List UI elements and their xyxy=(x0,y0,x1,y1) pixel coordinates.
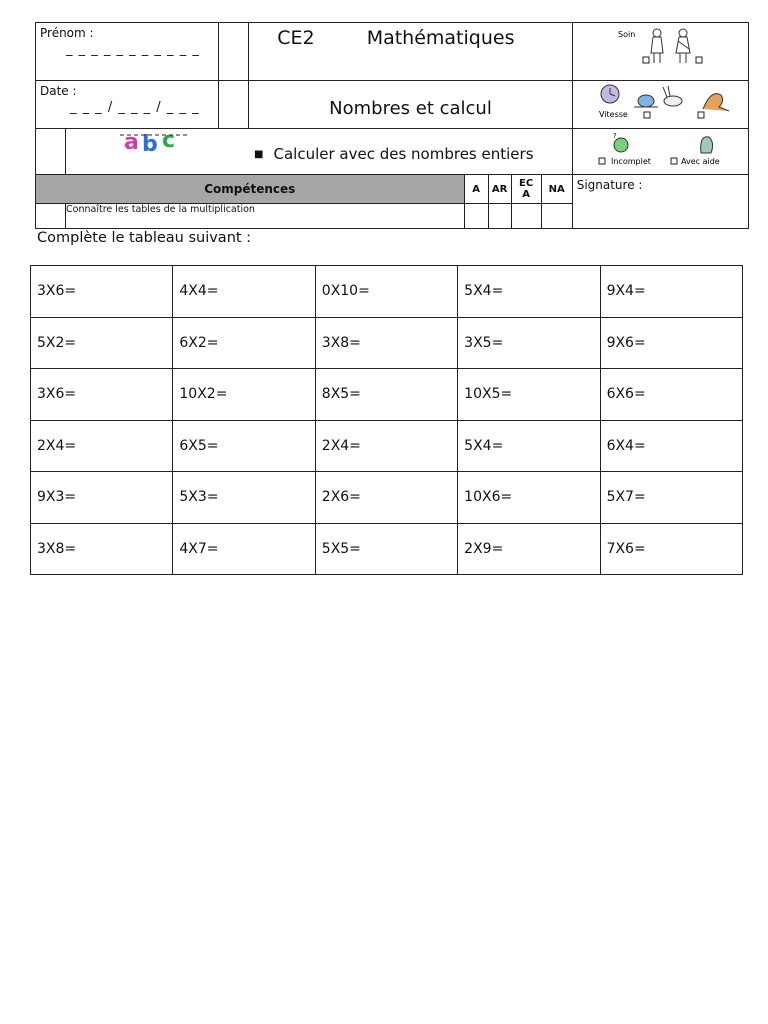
multiplication-cell[interactable]: 6X2= xyxy=(173,317,315,369)
competence-item: Connaître les tables de la multiplication xyxy=(66,204,465,229)
multiplication-cell[interactable]: 9X6= xyxy=(600,317,742,369)
svg-text:?: ? xyxy=(612,132,617,140)
multiplication-cell[interactable]: 9X4= xyxy=(600,266,742,318)
vitesse-cell xyxy=(572,81,748,129)
worksheet-header xyxy=(35,22,749,229)
svg-text:c: c xyxy=(162,128,176,153)
multiplication-cell[interactable]: 4X7= xyxy=(173,523,315,575)
grade-box-a[interactable] xyxy=(464,204,488,229)
multiplication-cell[interactable]: 2X6= xyxy=(315,472,457,524)
skill-cell xyxy=(66,129,573,175)
multiplication-rows xyxy=(31,266,743,575)
header-spacer xyxy=(219,23,249,81)
instruction: Complète le tableau suivant : xyxy=(37,230,252,246)
domain-cell xyxy=(249,81,572,129)
aide-illustration xyxy=(573,129,749,170)
prenom-field[interactable] xyxy=(36,23,219,81)
grade-box-na[interactable] xyxy=(541,204,572,229)
table-row xyxy=(31,420,743,472)
grade-a: A xyxy=(464,175,488,204)
abc-letters-icon xyxy=(118,125,194,159)
title-cell xyxy=(249,23,572,81)
table-row xyxy=(31,369,743,421)
soin-checkbox-2[interactable] xyxy=(696,57,702,63)
competence-spacer xyxy=(36,204,66,229)
multiplication-cell[interactable]: 2X9= xyxy=(458,523,600,575)
header-spacer xyxy=(219,81,249,129)
multiplication-cell[interactable]: 10X2= xyxy=(173,369,315,421)
multiplication-cell[interactable]: 7X6= xyxy=(600,523,742,575)
date-label: Date : xyxy=(40,84,77,98)
multiplication-cell[interactable]: 3X8= xyxy=(31,523,173,575)
header-spacer xyxy=(36,129,66,175)
multiplication-cell[interactable]: 5X4= xyxy=(458,266,600,318)
avec-aide-checkbox[interactable] xyxy=(671,158,677,164)
neat-child-icon xyxy=(651,29,663,63)
multiplication-cell[interactable]: 9X3= xyxy=(31,472,173,524)
svg-text:b: b xyxy=(142,132,158,157)
snail-icon xyxy=(634,95,658,107)
multiplication-cell[interactable]: 5X5= xyxy=(315,523,457,575)
competences-header: Compétences xyxy=(36,175,465,204)
grade-box-ar[interactable] xyxy=(488,204,511,229)
subject-title: Mathématiques xyxy=(366,27,515,49)
domain-title: Nombres et calcul xyxy=(329,98,492,119)
incomplet-label: Incomplet xyxy=(610,157,651,166)
soin-label: Soin xyxy=(617,30,635,39)
date-field[interactable] xyxy=(36,81,219,129)
kangaroo-icon xyxy=(703,94,729,111)
multiplication-cell[interactable]: 3X5= xyxy=(458,317,600,369)
table-row xyxy=(31,523,743,575)
multiplication-cell[interactable]: 5X4= xyxy=(458,420,600,472)
multiplication-cell[interactable]: 3X8= xyxy=(315,317,457,369)
vitesse-illustration xyxy=(573,81,749,124)
multiplication-cell[interactable]: 6X5= xyxy=(173,420,315,472)
clock-icon xyxy=(601,85,619,103)
date-blank: _ _ _ / _ _ _ / _ _ _ xyxy=(70,100,200,115)
avec-aide-label: Avec aide xyxy=(680,157,720,166)
soin-illustration xyxy=(573,23,749,76)
incomplet-checkbox[interactable] xyxy=(599,158,605,164)
grade-eca: EC A xyxy=(511,175,541,204)
grade-ar: AR xyxy=(488,175,511,204)
prenom-label: Prénom : xyxy=(40,26,94,40)
multiplication-cell[interactable]: 2X4= xyxy=(315,420,457,472)
vitesse-label: Vitesse xyxy=(598,110,628,119)
multiplication-cell[interactable]: 4X4= xyxy=(173,266,315,318)
rabbit-icon xyxy=(663,86,682,106)
messy-child-icon xyxy=(676,29,690,63)
multiplication-cell[interactable]: 3X6= xyxy=(31,369,173,421)
grade-box-eca[interactable] xyxy=(511,204,541,229)
svg-text:a: a xyxy=(124,130,139,155)
multiplication-table xyxy=(30,265,743,575)
multiplication-cell[interactable]: 6X6= xyxy=(600,369,742,421)
multiplication-cell[interactable]: 5X2= xyxy=(31,317,173,369)
multiplication-cell[interactable]: 0X10= xyxy=(315,266,457,318)
aide-cell xyxy=(572,129,748,175)
bullet-icon: ■ xyxy=(254,149,264,160)
multiplication-cell[interactable]: 2X4= xyxy=(31,420,173,472)
table-row xyxy=(31,266,743,318)
multiplication-cell[interactable]: 8X5= xyxy=(315,369,457,421)
soin-checkbox-1[interactable] xyxy=(643,57,649,63)
table-row xyxy=(31,472,743,524)
vitesse-checkbox-1[interactable] xyxy=(644,112,650,118)
incomplete-icon xyxy=(613,132,628,152)
multiplication-cell[interactable]: 10X6= xyxy=(458,472,600,524)
multiplication-cell[interactable]: 5X3= xyxy=(173,472,315,524)
multiplication-cell[interactable]: 3X6= xyxy=(31,266,173,318)
skill-title: Calculer avec des nombres entiers xyxy=(273,145,534,163)
helper-icon xyxy=(700,137,712,153)
multiplication-cell[interactable]: 10X5= xyxy=(458,369,600,421)
table-row xyxy=(31,317,743,369)
signature-label: Signature : xyxy=(576,178,643,192)
vitesse-checkbox-2[interactable] xyxy=(698,112,704,118)
prenom-blank: _ _ _ _ _ _ _ _ _ _ _ xyxy=(66,42,200,57)
grade-na: NA xyxy=(541,175,572,204)
soin-cell xyxy=(572,23,748,81)
multiplication-cell[interactable]: 5X7= xyxy=(600,472,742,524)
level-label: CE2 xyxy=(277,27,315,49)
multiplication-cell[interactable]: 6X4= xyxy=(600,420,742,472)
signature-field[interactable] xyxy=(572,175,748,229)
